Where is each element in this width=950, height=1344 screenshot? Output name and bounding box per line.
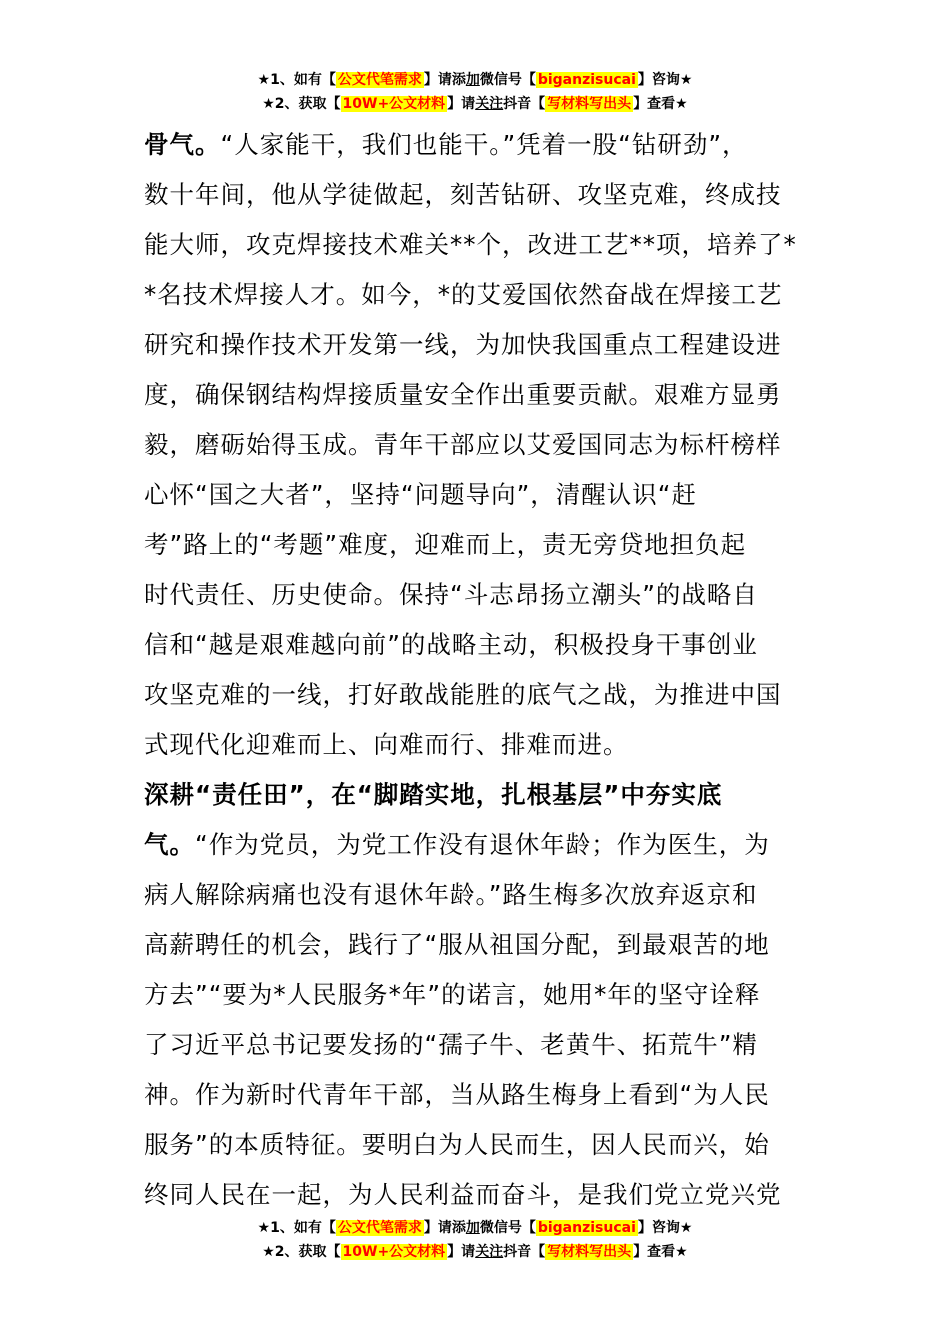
section-heading-end: 气。 [144, 830, 195, 859]
banner-emphasis: 加 [465, 72, 480, 88]
banner-text: ★2、获取【 [262, 1244, 341, 1260]
body-line [144, 420, 824, 470]
banner-line-2 [0, 1240, 950, 1264]
banner-text: 】请 [447, 1244, 476, 1260]
body-line-text: 高薪聘任的机会，践行了“服从祖国分配，到最艰苦的地 [144, 930, 770, 959]
banner-highlight-douyin: 写材料写出头 [547, 96, 632, 112]
body-line-text: 心怀“国之大者”，坚持“问题导向”，清醒认识“赶 [144, 480, 697, 509]
banner-text: 微信号【 [479, 1220, 536, 1236]
banner-highlight-materials: 10W+公文材料 [342, 96, 446, 112]
body-line-text: 度，确保钢结构焊接质量安全作出重要贡献。艰难方显勇 [144, 380, 782, 409]
banner-text: ★1、如有【 [257, 1220, 336, 1236]
banner-text: 】请添 [423, 72, 466, 88]
body-line-text: 数十年间，他从学徒做起，刻苦钻研、攻坚克难，终成技 [144, 180, 782, 209]
banner-text: 抖音【 [503, 1244, 546, 1260]
banner-text: 】咨询★ [637, 72, 693, 88]
body-line-text: “作为党员，为党工作没有退休年龄；作为医生，为 [195, 830, 770, 859]
body-line [144, 320, 824, 370]
body-line-text: 病人解除病痛也没有退休年龄。”路生梅多次放弃返京和 [144, 880, 758, 909]
banner-highlight-wechat-id: biganzisucai [537, 1220, 636, 1236]
banner-text: 】请添 [423, 1220, 466, 1236]
banner-line-1 [0, 68, 950, 92]
body-line-text: 能大师，攻克焊接技术难关**个，改进工艺**项，培养了* [144, 230, 797, 259]
banner-highlight-wechat-id: biganzisucai [537, 72, 636, 88]
body-line [144, 670, 824, 720]
banner-line-2 [0, 92, 950, 116]
body-line [144, 120, 824, 170]
body-line [144, 820, 824, 870]
body-line [144, 470, 824, 520]
body-line [144, 970, 824, 1020]
body-line-text: 考”路上的“考题”难度，迎难而上，责无旁贷地担负起 [144, 530, 747, 559]
banner-text: 】查看★ [633, 96, 688, 112]
banner-text: 抖音【 [503, 96, 546, 112]
body-line [144, 1170, 824, 1220]
body-line-text: 毅，磨砺始得玉成。青年干部应以艾爱国同志为标杆榜样 [144, 430, 782, 459]
banner-emphasis: 关注 [475, 1244, 504, 1260]
body-line [144, 620, 824, 670]
body-line-text: 服务”的本质特征。要明白为人民而生，因人民而兴，始 [144, 1130, 770, 1159]
body-line-text: 信和“越是艰难越向前”的战略主动，积极投身干事创业 [144, 630, 758, 659]
body-line-text: 攻坚克难的一线，打好敢战能胜的底气之战，为推进中国 [144, 680, 782, 709]
section-heading: 深耕“责任田”，在“脚踏实地，扎根基层”中夯实底 [144, 780, 723, 809]
body-line-text: “人家能干，我们也能干。”凭着一股“钻研劲”， [220, 130, 748, 159]
body-line-bold: 骨气。 [144, 130, 221, 159]
banner-line-1 [0, 1216, 950, 1240]
banner-text: 】咨询★ [637, 1220, 693, 1236]
banner-highlight-douyin: 写材料写出头 [547, 1244, 632, 1260]
banner-text: ★2、获取【 [262, 96, 341, 112]
document-body [144, 120, 824, 1220]
body-line-text: 了习近平总书记要发扬的“孺子牛、老黄牛、拓荒牛”精 [144, 1030, 758, 1059]
bottom-banner [0, 1216, 950, 1264]
body-line [144, 270, 824, 320]
body-line [144, 220, 824, 270]
body-line [144, 1070, 824, 1120]
body-line-text: 终同人民在一起，为人民利益而奋斗，是我们党立党兴党 [144, 1180, 782, 1209]
banner-emphasis: 关注 [475, 96, 504, 112]
banner-highlight-service: 公文代笔需求 [337, 1220, 422, 1236]
body-line [144, 170, 824, 220]
banner-text: 】查看★ [633, 1244, 688, 1260]
banner-text: 微信号【 [479, 72, 536, 88]
body-line [144, 720, 824, 770]
body-line [144, 370, 824, 420]
body-line-text: *名技术焊接人才。如今，*的艾爱国依然奋战在焊接工艺 [144, 280, 783, 309]
banner-highlight-service: 公文代笔需求 [337, 72, 422, 88]
section-heading-line [144, 770, 824, 820]
body-line-text: 时代责任、历史使命。保持“斗志昂扬立潮头”的战略自 [144, 580, 758, 609]
top-banner [0, 68, 950, 116]
body-line [144, 520, 824, 570]
body-line [144, 570, 824, 620]
body-line [144, 1120, 824, 1170]
body-line [144, 870, 824, 920]
banner-text: ★1、如有【 [257, 72, 336, 88]
body-line-text: 方去”“要为*人民服务*年”的诺言，她用*年的坚守诠释 [144, 980, 761, 1009]
body-line-text: 研究和操作技术开发第一线，为加快我国重点工程建设进 [144, 330, 782, 359]
body-line-text: 式现代化迎难而上、向难而行、排难而进。 [144, 730, 629, 759]
body-line-text: 神。作为新时代青年干部，当从路生梅身上看到“为人民 [144, 1080, 770, 1109]
body-line [144, 1020, 824, 1070]
banner-emphasis: 加 [465, 1220, 480, 1236]
banner-text: 】请 [447, 96, 476, 112]
body-line [144, 920, 824, 970]
banner-highlight-materials: 10W+公文材料 [342, 1244, 446, 1260]
